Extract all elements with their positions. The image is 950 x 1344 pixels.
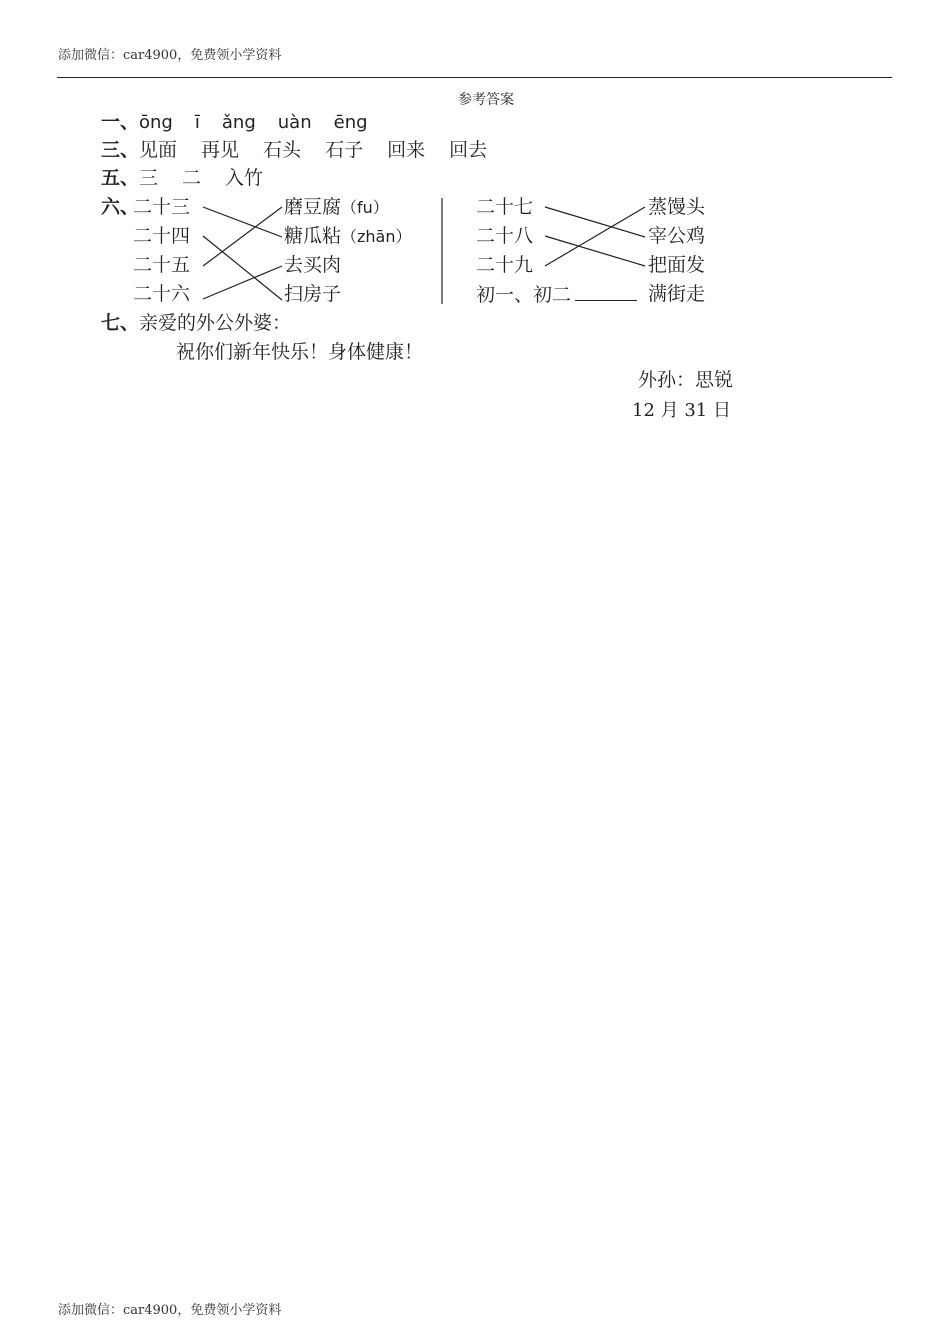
left-day: 二十三 [133,196,191,218]
answer-3-item: 石子 [325,139,364,161]
answer-blank [575,282,637,301]
pinyin-note: （zhān） [341,227,412,246]
match-line [203,207,282,237]
left-task [284,224,412,249]
answer-5-item: 入竹 [225,167,264,189]
right-day: 二十七 [476,196,534,218]
answer-1-item: ēng [333,112,368,133]
match-line [545,207,645,237]
answer-3 [101,138,487,162]
answer-5-number: 五、 [101,167,140,189]
left-day: 二十四 [133,225,191,247]
answer-6-number: 六、 [101,196,140,218]
answer-3-item: 再见 [201,139,240,161]
letter-signature: 外孙：思锐 [638,369,734,391]
left-task [284,195,389,220]
pinyin-note: （fu） [341,198,389,217]
answer-5 [101,166,263,190]
answer-1-item: ōng [139,112,173,133]
left-task: 扫房子 [284,283,342,305]
answer-3-item: 石头 [263,139,302,161]
page-title: 参考答案 [458,92,514,108]
answer-3-item: 见面 [139,139,178,161]
right-day-row [476,282,637,307]
left-day: 二十六 [133,283,191,305]
match-line [203,266,282,299]
letter-greeting: 亲爱的外公外婆： [139,312,292,334]
header-rule [57,77,892,78]
answer-7 [101,311,291,335]
left-task-text: 磨豆腐 [284,196,342,218]
answer-3-number: 三、 [101,139,140,161]
right-task: 把面发 [648,254,706,276]
match-line [545,207,645,266]
right-day: 二十九 [476,254,534,276]
right-day: 二十八 [476,225,534,247]
left-task-text: 糖瓜粘 [284,225,342,247]
answer-1-item: ī [194,112,200,133]
right-task: 满街走 [648,283,706,305]
answer-5-item: 二 [182,167,202,189]
footer-note: 添加微信：car4900，免费领小学资料 [58,1303,282,1318]
answer-3-item: 回来 [387,139,426,161]
match-line [545,236,645,266]
header-note: 添加微信：car4900，免费领小学资料 [58,48,282,63]
letter-body: 祝你们新年快乐！身体健康！ [176,341,424,363]
left-day: 二十五 [133,254,191,276]
right-task: 蒸馒头 [648,196,706,218]
answer-1-item: ǎng [221,112,256,133]
answer-3-item: 回去 [449,139,488,161]
match-line [203,207,282,266]
answer-7-number: 七、 [101,312,140,334]
right-task: 宰公鸡 [648,225,706,247]
answer-1 [101,110,368,135]
letter-date: 12 月 31 日 [632,400,731,421]
answer-1-number: 一、 [101,111,140,133]
answer-5-item: 三 [139,167,159,189]
left-task: 去买肉 [284,254,342,276]
right-day: 初一、初二 [476,284,572,306]
match-line [203,236,282,300]
answer-1-item: uàn [277,112,312,133]
